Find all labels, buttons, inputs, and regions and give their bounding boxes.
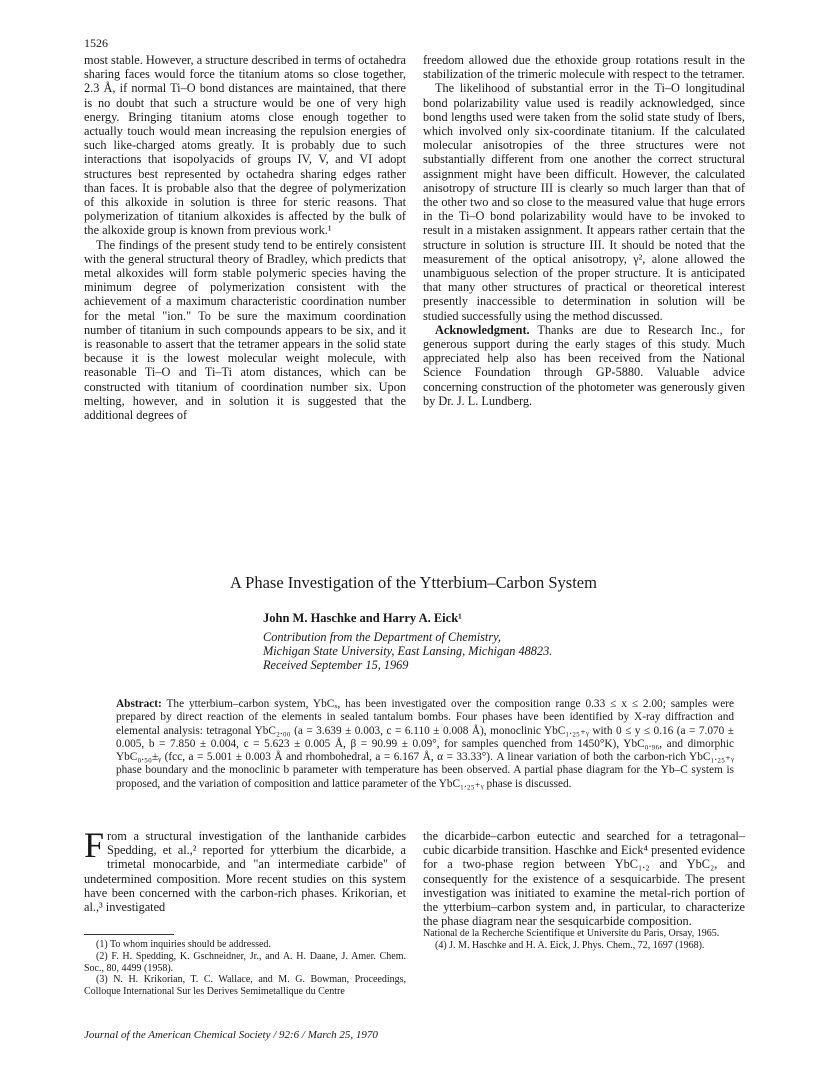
footnotes-right bbox=[423, 928, 745, 952]
body-right-column bbox=[423, 829, 745, 928]
footnote-continued: National de la Recherche Scientifique et Universite du Paris, Orsay, 1965. bbox=[423, 928, 720, 939]
drop-cap: F bbox=[84, 825, 105, 865]
left-column bbox=[84, 53, 406, 422]
acknowledgment-heading: Acknowledgment. bbox=[435, 322, 530, 337]
journal-footer: Journal of the American Chemical Society / 92:6 / March 25, 1970 bbox=[84, 1029, 378, 1041]
paragraph: the dicarbide–carbon eutectic and searched for a tetragonal–cubic dicarbide transition. Haschke and Eick⁴ presented evidence for a two-phase region between YbC₁.₂ and YbC₂, and consequently for the existence of a sesquicarbide. The present investigation was initiated to examine the metal-rich portion of the ytterbium–carbon system and, in particular, to characterize the phase diagram near the sesquicarbide composition. bbox=[423, 829, 745, 929]
abstract-label: Abstract: bbox=[116, 698, 162, 710]
paragraph: freedom allowed due the ethoxide group rotations result in the stabilization of the trimeric molecule with respect to the tetramer. bbox=[423, 53, 745, 82]
intro-text: rom a structural investigation of the lanthanide carbides Spedding, et al.,² reported for ytterbium the dicarbide, a trimetal monocarbide, and "an intermediate carbide" of undetermined composition. More recent studies on this system have been concerned with the carbon-rich phases. Krikorian, et al.,³ investigated bbox=[84, 829, 406, 915]
footnotes-left bbox=[84, 939, 406, 998]
intro-paragraph bbox=[84, 825, 406, 915]
footnote: (4) J. M. Haschke and H. A. Eick, J. Phys. Chem., 72, 1697 (1968). bbox=[435, 939, 705, 951]
footnote: (1) To whom inquiries should be addressed. bbox=[96, 939, 271, 950]
article-authors: John M. Haschke and Harry A. Eick¹ bbox=[263, 611, 462, 625]
body-left-column bbox=[84, 825, 406, 915]
affiliation bbox=[263, 630, 552, 673]
paragraph: The findings of the present study tend to be entirely consistent with the general structural theory of Bradley, which predicts that metal alkoxides will form stable polymeric species having the minimum degree of polymerization consistent with the achievement of a maximum characteristic coordination number for the metal "ion." To be sure the maximum coordination number of titanium in such compounds appears to be six, and it is reasonable to assert that the tetramer appears in the solid state because it is the lowest molecular weight molecule, with reasonable Ti–O and Ti–Ti atom distances, which can be constructed with titanium of coordination number six. Upon melting, however, and in solution it is suggested that the additional degrees of bbox=[84, 237, 406, 423]
abstract bbox=[116, 698, 734, 791]
affiliation-line: Michigan State University, East Lansing, Michigan 48823. bbox=[263, 644, 553, 659]
page-number: 1526 bbox=[84, 36, 108, 50]
abstract-text: The ytterbium–carbon system, YbCₓ, has been investigated over the composition range 0.33 ≤ x ≤ 2.00; samples were prepared by direct reaction of the elements in sealed tantalum bombs. Four phases have been identified by X-ray diffraction and elemental analysis: tetragonal YbC₂.₀₀ (a = 3.639 ± 0.003, c = 6.110 ± 0.008 Å), monoclinic YbC₁.₂₅₊ᵧ with 0 ≤ y ≤ 0.16 (a = 7.070 ± 0.005, b = 7.850 ± 0.004, c = 5.623 ± 0.005 Å, β = 90.99 ± 0.09°, for samples quenched from 1450°K), YbC₀.₉₆, and dimorphic YbC₀.₅₀±ᵧ (fcc, a = 5.001 ± 0.003 Å and rhombohedral, a = 6.167 Å, α = 33.33°). A linear variation of both the carbon-rich YbC₁.₂₅₊ᵧ phase boundary and the monoclinic b parameter with temperature has been observed. A partial phase diagram for the Yb–C system is proposed, and the variation of composition and lattice parameter of the YbC₁.₂₅₊ᵧ phase is discussed. bbox=[116, 698, 735, 790]
article-title: A Phase Investigation of the Ytterbium–Carbon System bbox=[230, 573, 597, 592]
footnote-rule bbox=[84, 934, 174, 935]
footnote: (3) N. H. Krikorian, T. C. Wallace, and M. G. Bowman, Proceedings, Colloque International Sur les Derives Semimetallique du Centre bbox=[84, 974, 406, 998]
acknowledgment-text: Thanks are due to Research Inc., for generous support during the early stages of this study. Much appreciated help also has been received from the National Science Foundation through GP-5880. Valuable advice concerning construction of the photometer was generously given by Dr. J. L. Lundberg. bbox=[423, 322, 745, 408]
acknowledgment bbox=[423, 323, 745, 408]
received-date: Received September 15, 1969 bbox=[263, 658, 409, 673]
affiliation-line: Contribution from the Department of Chemistry, bbox=[263, 630, 501, 644]
right-column bbox=[423, 53, 745, 408]
paragraph: The likelihood of substantial error in the Ti–O longitudinal bond polarizability value used is readily acknowledged, since bond lengths used were taken from the solid state study of Ibers, which involved only six-coordinate titanium. If the calculated molecular anisotropies of the three structures were not substantially different from one another the correct structural assignment might have been difficult. However, the calculated anisotropy of structure III is clearly so much larger than that of the other two and so close to the measured value that huge errors in the Ti–O bond polarizability would have to be invoked to result in a mistaken assignment. It appears rather certain that the structure in solution is structure III. It should be noted that the measurement of the optical anisotropy, γ², alone allowed the unambiguous selection of the proper structure. It is anticipated that many other structures of practical or theoretical interest presently inaccessible to determination in solution will be studied successfully using the method discussed. bbox=[423, 81, 745, 323]
paragraph: most stable. However, a structure described in terms of octahedra sharing faces would force the titanium atoms so close together, 2.3 Å, if normal Ti–O bond distances are maintained, that there is no doubt that such a structure would be one of very high energy. Bringing titanium atoms close enough together to actually touch would mean increasing the repulsion energies of such like-charged atoms greatly. It is probably due to such interactions that isopolyacids of groups IV, V, and VI adopt structures best represented by octahedra sharing edges rather than faces. It is probable also that the degree of polymerization of this alkoxide in solution is three for steric reasons. That polymerization of titanium alkoxides is affected by the bulk of the alkoxide group is known from previous work.¹ bbox=[84, 53, 406, 238]
footnote: (2) F. H. Spedding, K. Gschneidner, Jr., and A. H. Daane, J. Amer. Chem. Soc., 80, 4499 (1958). bbox=[84, 950, 406, 974]
